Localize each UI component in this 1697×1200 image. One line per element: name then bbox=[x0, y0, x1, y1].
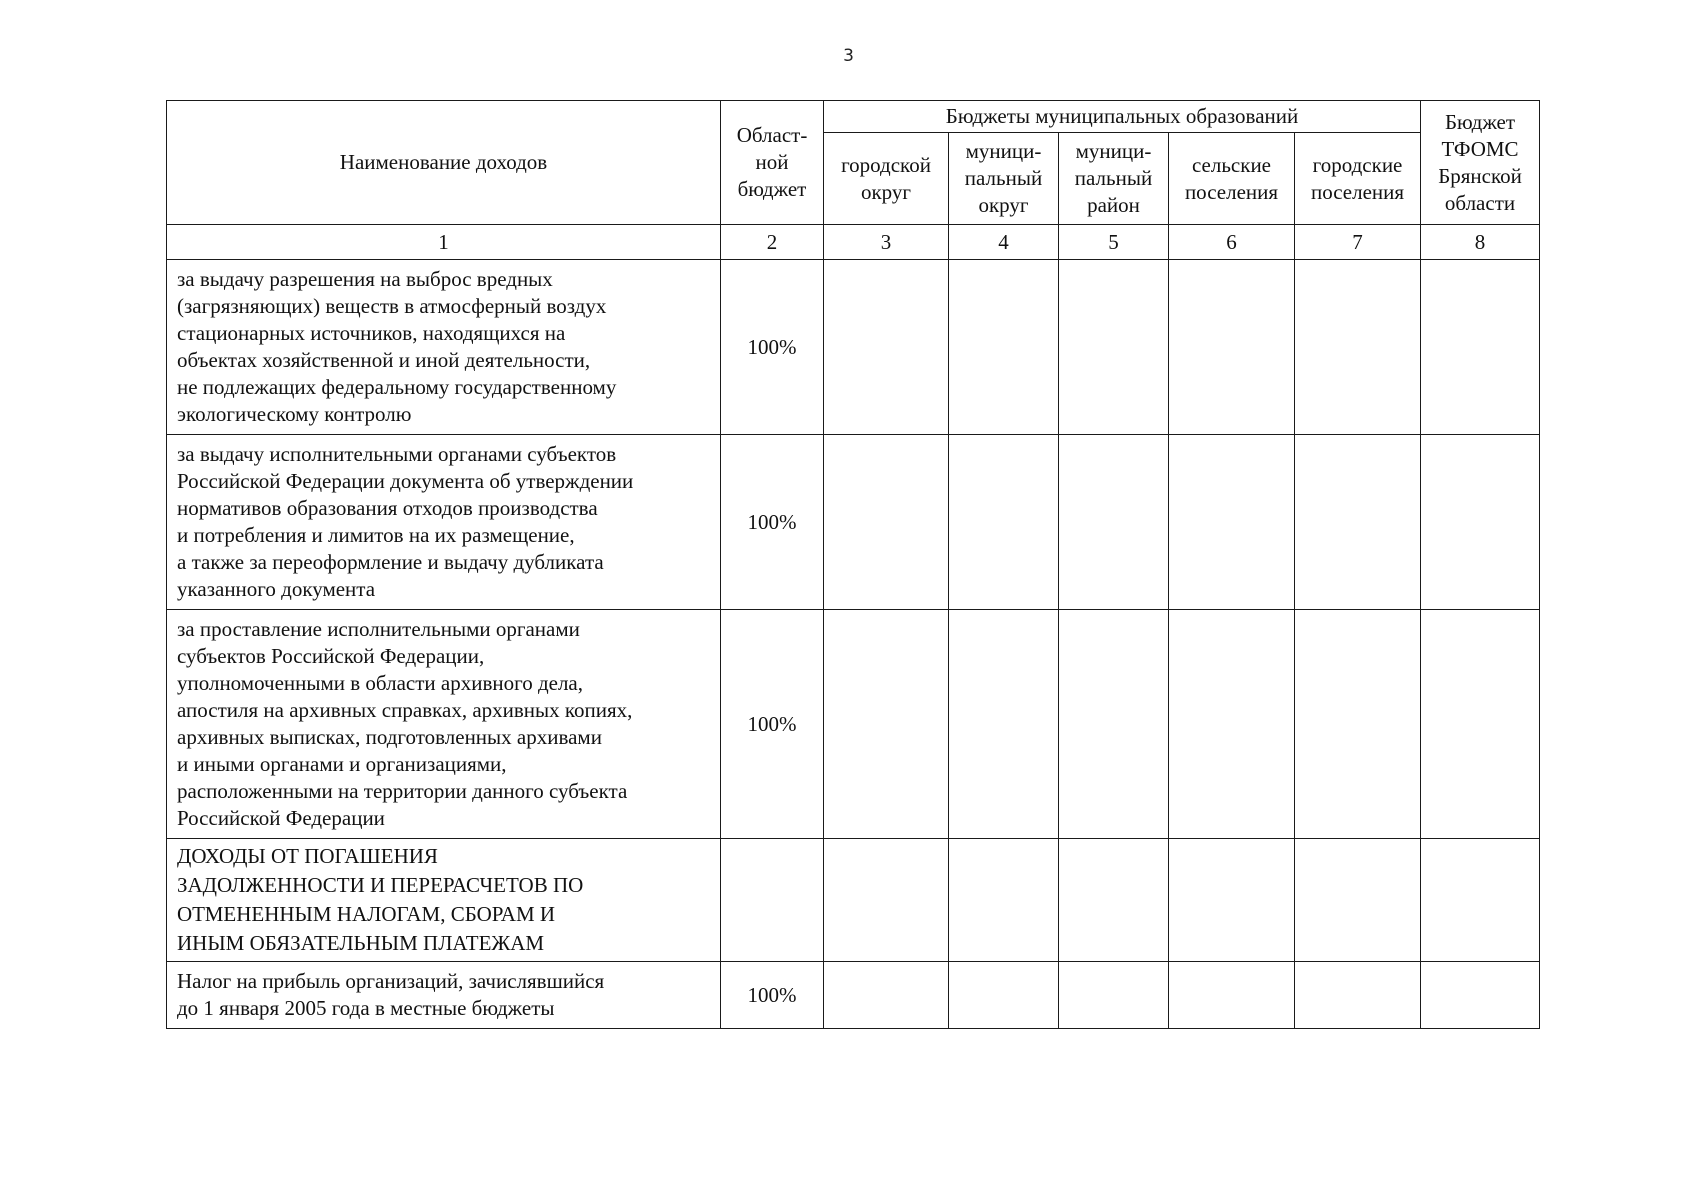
section-heading-row bbox=[167, 839, 1540, 962]
regional-share: 100% bbox=[721, 610, 824, 839]
regional-share: 100% bbox=[721, 260, 824, 435]
header-regional-budget: Област- ной бюджет bbox=[721, 101, 824, 225]
header-income-name: Наименование доходов bbox=[167, 101, 721, 225]
empty-cell bbox=[1059, 435, 1169, 610]
header-municipal-budgets: Бюджеты муниципальных образований bbox=[824, 101, 1421, 133]
income-name: за выдачу исполнительными органами субъектов Российской Федерации документа об утверждении нормативов образования отходов производства и потребления и лимитов на их размещение, а также за переоформление и выдачу дубликата указанного документа bbox=[167, 435, 721, 610]
empty-cell bbox=[1169, 962, 1295, 1029]
empty-cell bbox=[1059, 260, 1169, 435]
section-title: ДОХОДЫ ОТ ПОГАШЕНИЯ ЗАДОЛЖЕННОСТИ И ПЕРЕРАСЧЕТОВ ПО ОТМЕНЕННЫМ НАЛОГАМ, СБОРАМ И ИНЫМ ОБЯЗАТЕЛЬНЫМ ПЛАТЕЖАМ bbox=[167, 839, 721, 962]
empty-cell bbox=[949, 839, 1059, 962]
empty-cell bbox=[1059, 610, 1169, 839]
empty-cell bbox=[949, 260, 1059, 435]
income-name: за проставление исполнительными органами субъектов Российской Федерации, уполномоченными в области архивного дела, апостиля на архивных справках, архивных копиях, архивных выписках, подготовленных архивами и иными органами и организациями, расположенными на территории данного субъекта Российской Федерации bbox=[167, 610, 721, 839]
empty-cell bbox=[1421, 435, 1540, 610]
empty-cell bbox=[824, 435, 949, 610]
empty-cell bbox=[949, 962, 1059, 1029]
table-row bbox=[167, 260, 1540, 435]
header-municipal-district: муници- пальный округ bbox=[949, 133, 1059, 225]
regional-share: 100% bbox=[721, 962, 824, 1029]
column-number: 4 bbox=[949, 225, 1059, 260]
column-number: 5 bbox=[1059, 225, 1169, 260]
column-number: 2 bbox=[721, 225, 824, 260]
regional-share: 100% bbox=[721, 435, 824, 610]
column-number-row bbox=[167, 225, 1540, 260]
empty-cell bbox=[1295, 435, 1421, 610]
empty-cell bbox=[1421, 610, 1540, 839]
regional-share bbox=[721, 839, 824, 962]
table-row bbox=[167, 435, 1540, 610]
column-number: 8 bbox=[1421, 225, 1540, 260]
income-distribution-table bbox=[166, 100, 1540, 1029]
empty-cell bbox=[1421, 962, 1540, 1029]
column-number: 1 bbox=[167, 225, 721, 260]
header-municipal-area: муници- пальный район bbox=[1059, 133, 1169, 225]
income-name: Налог на прибыль организаций, зачислявшийся до 1 января 2005 года в местные бюджеты bbox=[167, 962, 721, 1029]
empty-cell bbox=[949, 610, 1059, 839]
empty-cell bbox=[1295, 839, 1421, 962]
header-rural-settlements: сельские поселения bbox=[1169, 133, 1295, 225]
empty-cell bbox=[1295, 962, 1421, 1029]
empty-cell bbox=[1169, 260, 1295, 435]
empty-cell bbox=[1059, 839, 1169, 962]
column-number: 6 bbox=[1169, 225, 1295, 260]
column-number: 3 bbox=[824, 225, 949, 260]
empty-cell bbox=[1421, 260, 1540, 435]
column-number: 7 bbox=[1295, 225, 1421, 260]
empty-cell bbox=[1169, 610, 1295, 839]
empty-cell bbox=[1421, 839, 1540, 962]
empty-cell bbox=[824, 839, 949, 962]
empty-cell bbox=[824, 260, 949, 435]
empty-cell bbox=[1169, 435, 1295, 610]
empty-cell bbox=[1059, 962, 1169, 1029]
empty-cell bbox=[824, 610, 949, 839]
table-row bbox=[167, 610, 1540, 839]
header-urban-settlements: городские поселения bbox=[1295, 133, 1421, 225]
empty-cell bbox=[1295, 260, 1421, 435]
header-city-district: городской округ bbox=[824, 133, 949, 225]
header-tfoms-budget: Бюджет ТФОМС Брянской области bbox=[1421, 101, 1540, 225]
empty-cell bbox=[1295, 610, 1421, 839]
empty-cell bbox=[1169, 839, 1295, 962]
page-number: 3 bbox=[843, 46, 854, 66]
empty-cell bbox=[949, 435, 1059, 610]
table-row bbox=[167, 962, 1540, 1029]
income-name: за выдачу разрешения на выброс вредных (загрязняющих) веществ в атмосферный воздух стационарных источников, находящихся на объектах хозяйственной и иной деятельности, не подлежащих федеральному государственному экологическому контролю bbox=[167, 260, 721, 435]
empty-cell bbox=[824, 962, 949, 1029]
